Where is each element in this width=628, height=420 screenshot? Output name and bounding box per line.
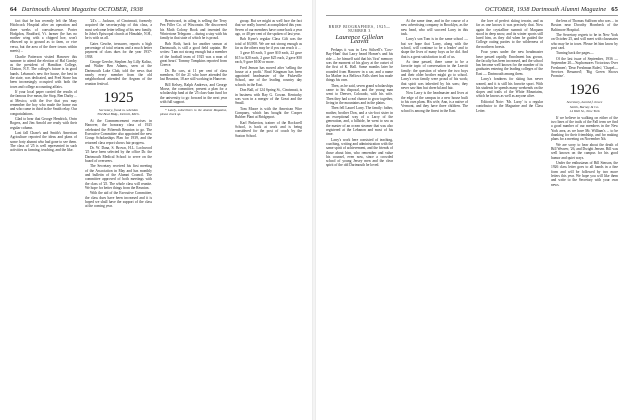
paragraph: We are sorry to hear about the death of Bill Weaver, '26, and Dwight Jensen. Bill was well known on the campus for his good humor and quiet ways. — [551, 142, 618, 160]
paragraph: Brentwood, in ailing is selling the Terry Pen Filler Co. of Wisconsin. He discovered his Moth Colony Book and invented the Wintertone Telegram ... during a stay with his family in that state of which he is proud. — [160, 19, 227, 41]
paragraph: Bill Kelsey, Ralph Andrews, and George Morse, the committee, present a plan for a scholarship fund at the '25 class-loan fund for the university to go forward in the next year with full support. — [160, 82, 227, 104]
column-1 — [326, 19, 393, 413]
left-page — [0, 0, 312, 420]
column-2 — [401, 19, 468, 413]
column-3 — [160, 19, 227, 413]
paragraph: Bob Roth, back for another season at Dartmouth, is still a good field captain. He writes: 'I am not strong enough but a member of the football team of 1925 was a man of great heart.' Tommy Tompkins reported from Greece. — [160, 41, 227, 68]
page-number: 64 — [10, 6, 17, 13]
paragraph: If we believe in walking on either of the two lines of the trails of the Fall term we find a good number of our members in the New York area, as we have Mr. William's ... to be thanking for their friendship, and for making plans for a meeting on November 5th. — [551, 115, 618, 142]
paragraph: The Secretary received his first meeting of the Association in May and has monthly and bulletin of the Alumni Council. The committee approved of both meetings with the class of '25. The whole class will reunite. We hope for better things from the Reunion. — [85, 164, 152, 190]
biography-name: Laurence Gillelan Leavitt — [335, 33, 384, 45]
paragraph: Turning back the pages— — [556, 51, 594, 56]
paragraph: Larry's work here consisted of teaching, coaching, writing and administration with the same spirit of achievement, and the friends of those about him, who remember and value his counsel, even now, since a crowded school of young Jersey men and the clear spirit of the old Dartmouth he loved. — [326, 137, 393, 168]
paragraph: Now Larry is the headmaster and lives at the edge of the campus in a new house built to his own plans. His wife, Ann, is a native of Vermont, and they have three children. The school is among the finest in the East. — [401, 91, 468, 113]
column-4 — [551, 19, 618, 413]
paragraph: Then, as he said, seven grand scholarships came to his disposal, and the young man went to Denver, Colorado, with his wife. Then they had a real chance to grow together, living in the mountains and in the plains. — [326, 83, 393, 105]
paragraph: group. But we might as well face the fact that we really haven't accomplished this year. Seven of our members have come back a year ago, or 40 per cent of the spoken of last year. — [235, 19, 302, 36]
paragraph: Of the last issue of September, 1936 — September 20—'Sophomores Victorious Over Freshmen'; 'Dear Freshman Rules'; 'Chapel—Services Resumed'; 'Big Green Shows Promise'. — [551, 56, 618, 79]
paragraph: the love of perfect skiing terrain, and as far as one knows it was precisely that. Now again the crystalline summit of Maquam stood in deep snow, and its winter sports still lured him, as they did when he guided the College outing parties to the wilderness of the northern forests. — [476, 19, 543, 49]
class-secretary — [85, 108, 152, 116]
paragraph: Then fell Laurel Larry. The family: father, mother, brother Don, and a six-foot sister in an exceptional way of a Larry of the generation, and, a hillside, he went to sea as the master of an ocean steamer that was also registered at the Lebanon and most of his time. — [326, 106, 393, 137]
running-head-left — [10, 6, 302, 16]
column-3 — [476, 19, 543, 413]
right-page — [316, 0, 628, 420]
paragraph: 3 gave $5 each, 5 gave $10 each, 22 gave $15 to $20 each, 2 gave $25 each, 2 gave $50 each, 9 gave $100 or more. — [235, 51, 302, 65]
paragraph: Four years under the new headmaster have passed rapidly. Enrolment has grown, the faculty has been increased, and the school has become well known for the number of its graduates entering the leading colleges of the East — Dartmouth among them. — [476, 50, 543, 76]
paragraph: If your local paper carried the results of the famous five mean, the Stop, Ben Darby ... at Mexico, with the five that you may remember the boy who made the home run and who came in third in the Smith relay. Our congratulations. — [10, 90, 77, 116]
secretary-line: 394 Beal Bldg., Detroit, Mich. — [97, 111, 140, 116]
secretary-line: Smith, Barney & Co. — [569, 104, 600, 109]
paragraph: Larry's fondness for skiing has never waned, and it is still his favorite sport. With his students he spends many weekends on the slopes and trails of the White Mountains, which he knows as well as anyone alive. — [476, 77, 543, 99]
running-title: OCTOBER, 1938 Dartmouth Alumni Magazine — [485, 6, 607, 13]
paragraph: Glad to hear that George Hendrick, Orrin Rogers, and Jim Arnold are ready with their regular column. — [10, 117, 77, 130]
secretary-line: 14 Wall St., New York — [569, 108, 600, 113]
divider — [160, 106, 227, 107]
paragraph: Editorial Note: 'Mr. Larry' is a regular contributor to the Magazine and the Class Letter. — [476, 99, 543, 113]
paragraph: Charlie Patterson visited Hanover this summer to attend the election of Hal Condry as the president of Hamilton College, Clinton, N.Y. The college's future is in good hands. Lebanon's new fire house, the best in the state, was dedicated, and Fred Stone has been increasingly occupied with both the town and college accounting affairs. — [10, 54, 77, 89]
paragraph: Don Ball, of 124 Spring St., Cincinnati, is in business with Ray G. Cowan. Kentucky was won in a merger of the Great and the Small. — [235, 88, 302, 106]
paragraph: As time passed, there came to be a favorite topic of conversation in the Leavitt family: the question of where the two boys and their older brother might go to school. Larry's own family were proud of his work; that spirit was inherited by his sons; they never saw him but cheerful and fair. — [401, 60, 468, 90]
section-heading: BRIEF BIOGRAPHIES, 1925—NUMBER 3 — [328, 25, 391, 34]
paragraph: Perhaps it was in Lew Stilwell's 'Cow-Bay-Hunt' that Larry heard Homer's and his ride — he himself said that his 'first' memory was the moment of his glory at the outset of the first of K. Hall. Some months later he rounded from Hanover in a car, and a name Ira Mather in a Bellows Falls sheet has made things his own. — [326, 48, 393, 83]
paragraph: Dr. Ro cars, at 11 per cent of class members. Of the 21 who have attended the last Reunion, 18 are still working in Hanover. — [160, 68, 227, 82]
paragraph: Tom Moore is with the American Wire Company, which has bought the Cooper Rubber Plant at Bridgeport. — [235, 106, 302, 120]
paragraph: the lens of Thomas Sullivan who was ... in Boston near Dorothy Hornbeck of the Baltimore Hospital. — [551, 19, 618, 32]
columns — [326, 19, 618, 413]
paragraph: The Secretary regrets to be in New York on October 25, and will meet with classmates who may be in town. Please let him know by post card. — [551, 33, 618, 50]
paragraph: Bob Kyne's regular Class Gift was the total of $3,900. We are not strong enough as far as the others may be if you can reach it ... — [235, 37, 302, 50]
paragraph: '24's ... Jackson, of Cincinnati, formerly acquired the secretaryship of this class, a most welcome letter telling of his new family. In John's Episcopal church at Hinsdale, N.H., he is with us all. — [85, 19, 152, 41]
paragraph: Under the enthusiasm of Bill Simson, the 1926 class letter goes to all hands in a fine form and will be followed by two more letters this year. We hope you will like them and write to the Secretary with your own news. — [551, 161, 618, 187]
secretary-line: Secretary, frank m. whelden — [98, 107, 139, 112]
running-head-right — [326, 6, 618, 16]
column-4 — [235, 19, 302, 413]
paragraph: fact that he has recently left the Mary Hitchcock Hospital after an operation and three weeks of convalescence. Porter Hodgdon, Bradford, Vt. farmer (he has no mother wing with a chipped hoe, won't elbowed up to ground as to farm, or vice versa, but the area of the three towns within meets) ... — [10, 19, 77, 54]
paragraph: Dr. W. Dana, S. Brown, H.L. Lochwood '25 have been selected by the office Dr. the Dartmouth Medical School to serve on the board of overseers. — [85, 145, 152, 163]
paragraph: At the Commencement exercises in Hanover, the honorary class of 1925 celebrated the Fifteenth Reunion to go. The Executive Committee also appointed the new Group Scholarships Plan for 1939, and the returned class report shows fair progress. — [85, 119, 152, 145]
class-year-heading: 1925 — [103, 89, 134, 106]
running-title: Dartmouth Alumni Magazine OCTOBER, 1938 — [21, 6, 143, 13]
secretary-line: Secretary, harold f. bruce — [566, 100, 603, 105]
paragraph: George Geeche, Stephen Jay Lilly Kaliso, and Walter Ben Adams, seen at the Dartmouth Lake Club, told the news that nearly every member from the old neighborhood attended the Aegean of the reunion festival. — [85, 60, 152, 86]
paragraph: Karl Pinkerton, trainer of the Rockwell School, is back at work and is being considered for the post of coach by the Saxton School. — [235, 120, 302, 138]
paragraph: With the aid of the Executive Committee, the class dues have been increased and it is hoped we shall have the support of the class at the coming year. — [85, 191, 152, 209]
paragraph: Gates Gesche, treasurer, reports a high percentage of total returns and a much better payment of class dues for the year 1937-1938. — [85, 41, 152, 59]
paragraph: Fred Jenson has moved after 'selling the house at a profit.' Brad Kingman has been appointed headmaster of the Fiskeville School, one of the leading country day schools in the East. — [235, 65, 302, 87]
page-number: 65 — [611, 6, 618, 13]
paragraph: At the same time, and in the course of a new advertising company in Brooklyn, as the new head, who will succeed Larry in this task. — [401, 19, 468, 36]
class-year-heading: 1926 — [569, 82, 600, 99]
class-secretary — [551, 100, 618, 112]
columns — [10, 19, 302, 413]
column-1 — [10, 19, 77, 413]
column-2 — [85, 19, 152, 413]
footnote: * Lately, subscribers to the Alumni Magazine, please check up. — [160, 108, 227, 116]
paragraph: Last fall Chase's and Smith's American Agriculture reported the ideas and plans of some forty alumni who had gone to see them. The class of '25 is well represented in such activities as farming, teaching, and the like. — [10, 131, 77, 153]
paragraph: Larry's son Tom is in the same school — but we hope that 'Larry, along with the school, will continue to be a leader' and to shape the lives of many boys as he did. And that is a great satisfaction to all of us. — [401, 37, 468, 59]
